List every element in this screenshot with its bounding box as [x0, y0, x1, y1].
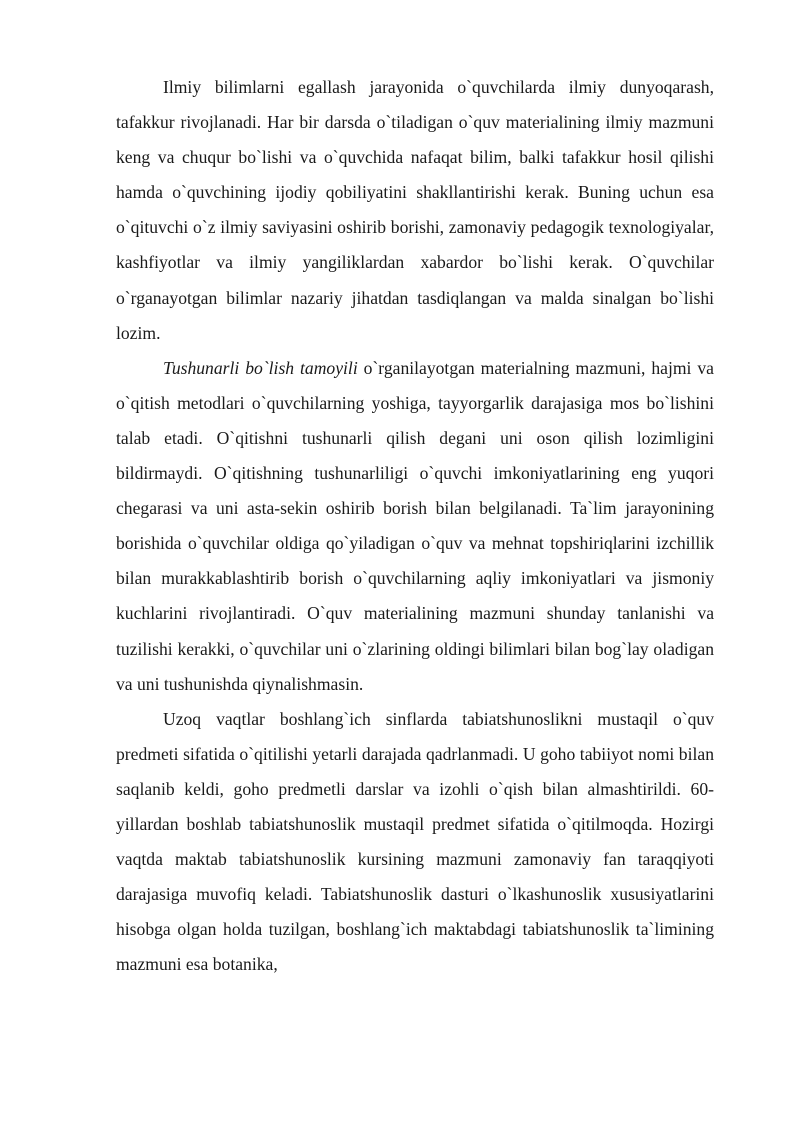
paragraph-text: o`rganilayotgan materialning mazmuni, hajmi va o`qitish metodlari o`quvchilarning yoshiga, tayyorgarlik darajasiga mos bo`lishini talab etadi. O`qitishni tushunarli qilish degani uni oson qilish lozimligini bildirmaydi. O`qitishning tushunarliligi o`quvchi imkoniyatlarining eng yuqori chegarasi va uni asta-sekin oshirib borish bilan belgilanadi. Ta`lim jarayonining borishida o`quvchilar oldiga qo`yiladigan o`quv va mehnat topshiriqlarini izchillik bilan murakkablashtirib borish o`quvchilarning aqliy imkoniyatlari va jismoniy kuchlarini rivojlantiradi. O`quv materialining mazmuni shunday tanlanishi va tuzilishi kerakki, o`quvchilar uni o`zlarining oldingi bilimlari bilan bog`lay oladigan va uni tushunishda qiynalishmasin.: [116, 357, 714, 694]
paragraph-scientific-knowledge: [116, 70, 714, 351]
paragraph-text: Uzoq vaqtlar boshlang`ich sinflarda tabiatshunoslikni mustaqil o`quv predmeti sifatida o`qitilishi yetarli darajada qadrlanmadi. U goho tabiiyot nomi bilan saqlanib keldi, goho predmetli darslar va izohli o`qish bilan almashtirildi. 60-yillardan boshlab tabiatshunoslik mustaqil predmet sifatida o`qitilmoqda. Hozirgi vaqtda maktab tabiatshunoslik kursining mazmuni zamonaviy fan taraqqiyoti darajasiga muvofiq keladi. Tabiatshunoslik dasturi o`lkashunoslik xususiyatlarini hisobga olgan holda tuzilgan, boshlang`ich maktabdagi tabiatshunoslik ta`limining mazmuni esa botanika,: [116, 708, 714, 975]
paragraph-comprehensibility-principle: [116, 351, 714, 702]
document-page: [116, 70, 714, 982]
paragraph-natural-science-history: [116, 702, 714, 983]
principle-term: Tushunarli bo`lish tamoyili: [163, 357, 358, 378]
paragraph-text: Ilmiy bilimlarni egallash jarayonida o`quvchilarda ilmiy dunyoqarash, tafakkur rivojlanadi. Har bir darsda o`tiladigan o`quv materialining ilmiy mazmuni keng va chuqur bo`lishi va o`quvchida nafaqat bilim, balki tafakkur hosil qilishi hamda o`quvchining ijodiy qobiliyatini shakllantirishi kerak. Buning uchun esa o`qituvchi o`z ilmiy saviyasini oshirib borishi, zamonaviy pedagogik texnologiyalar, kashfiyotlar va ilmiy yangiliklardan xabardor bo`lishi kerak. O`quvchilar o`rganayotgan bilimlar nazariy jihatdan tasdiqlangan va malda sinalgan bo`lishi lozim.: [116, 77, 714, 343]
